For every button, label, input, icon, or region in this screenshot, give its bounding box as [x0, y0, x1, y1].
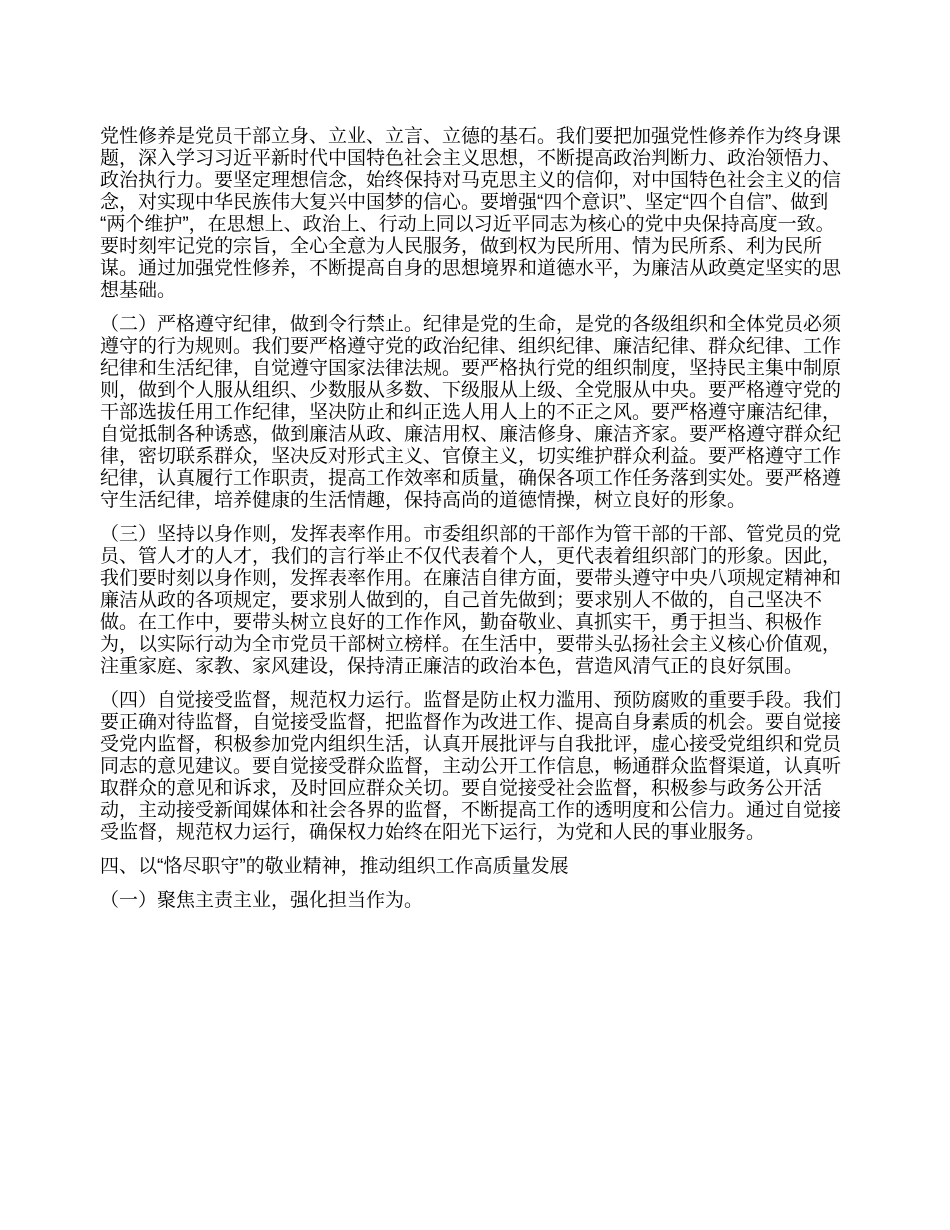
- paragraph-section-2-strict-discipline: （二）严格遵守纪律，做到令行禁止。纪律是党的生命，是党的各级组织和全体党员必须遵守的行为规则。我们要严格遵守党的政治纪律、组织纪律、廉洁纪律、群众纪律、工作纪律和生活纪律，自觉遵守国家法律法规。要严格执行党的组织制度，坚持民主集中制原则，做到个人服从组织、少数服从多数、下级服从上级、全党服从中央。要严格遵守党的干部选拔任用工作纪律，坚决防止和纠正选人用人上的不正之风。要严格遵守廉洁纪律，自觉抵制各种诱惑，做到廉洁从政、廉洁用权、廉洁修身、廉洁齐家。要严格遵守群众纪律，密切联系群众，坚决反对形式主义、官僚主义，切实维护群众利益。要严格遵守工作纪律，认真履行工作职责，提高工作效率和质量，确保各项工作任务落到实处。要严格遵守生活纪律，培养健康的生活情趣，保持高尚的道德情操，树立良好的形象。: [100, 314, 842, 511]
- document-content: [100, 126, 850, 912]
- paragraph-section-4-accept-supervision: （四）自觉接受监督，规范权力运行。监督是防止权力滥用、预防腐败的重要手段。我们要正确对待监督，自觉接受监督，把监督作为改进工作、提高自身素质的机会。要自觉接受党内监督，积极参加党内组织生活，认真开展批评与自我批评，虚心接受党组织和党员同志的意见建议。要自觉接受群众监督，主动公开工作信息，畅通群众监督渠道，认真听取群众的意见和诉求，及时回应群众关切。要自觉接受社会监督，积极参与政务公开活动，主动接受新闻媒体和社会各界的监督，不断提高工作的透明度和公信力。通过自觉接受监督，规范权力运行，确保权力始终在阳光下运行，为党和人民的事业服务。: [100, 690, 842, 843]
- paragraph-section-1-focus-main-duty: （一）聚焦主责主业，强化担当作为。: [100, 890, 424, 911]
- heading-part-4-dedication: 四、以“恪尽职守”的敬业精神，推动组织工作高质量发展: [100, 856, 569, 877]
- paragraph-party-spirit-cultivation: 党性修养是党员干部立身、立业、立言、立德的基石。我们要把加强党性修养作为终身课题，深入学习习近平新时代中国特色社会主义思想，不断提高政治判断力、政治领悟力、政治执行力。要坚定理想信念，始终保持对马克思主义的信仰，对中国特色社会主义的信念，对实现中华民族伟大复兴中国梦的信心。要增强“四个意识”、坚定“四个自信”、做到“两个维护”，在思想上、政治上、行动上同以习近平同志为核心的党中央保持高度一致。要时刻牢记党的宗旨，全心全意为人民服务，做到权为民所用、情为民所系、利为民所谋。通过加强党性修养，不断提高自身的思想境界和道德水平，为廉洁从政奠定坚实的思想基础。: [100, 126, 842, 301]
- paragraph-section-3-lead-by-example: （三）坚持以身作则，发挥表率作用。市委组织部的干部作为管干部的干部、管党员的党员、管人才的人才，我们的言行举止不仅代表着个人，更代表着组织部门的形象。因此，我们要时刻以身作则，发挥表率作用。在廉洁自律方面，要带头遵守中央八项规定精神和廉洁从政的各项规定，要求别人做到的，自己首先做到；要求别人不做的，自己坚决不做。在工作中，要带头树立良好的工作作风，勤奋敬业、真抓实干，勇于担当、积极作为，以实际行动为全市党员干部树立榜样。在生活中，要带头弘扬社会主义核心价值观，注重家庭、家教、家风建设，保持清正廉洁的政治本色，营造风清气正的良好氛围。: [100, 524, 842, 677]
